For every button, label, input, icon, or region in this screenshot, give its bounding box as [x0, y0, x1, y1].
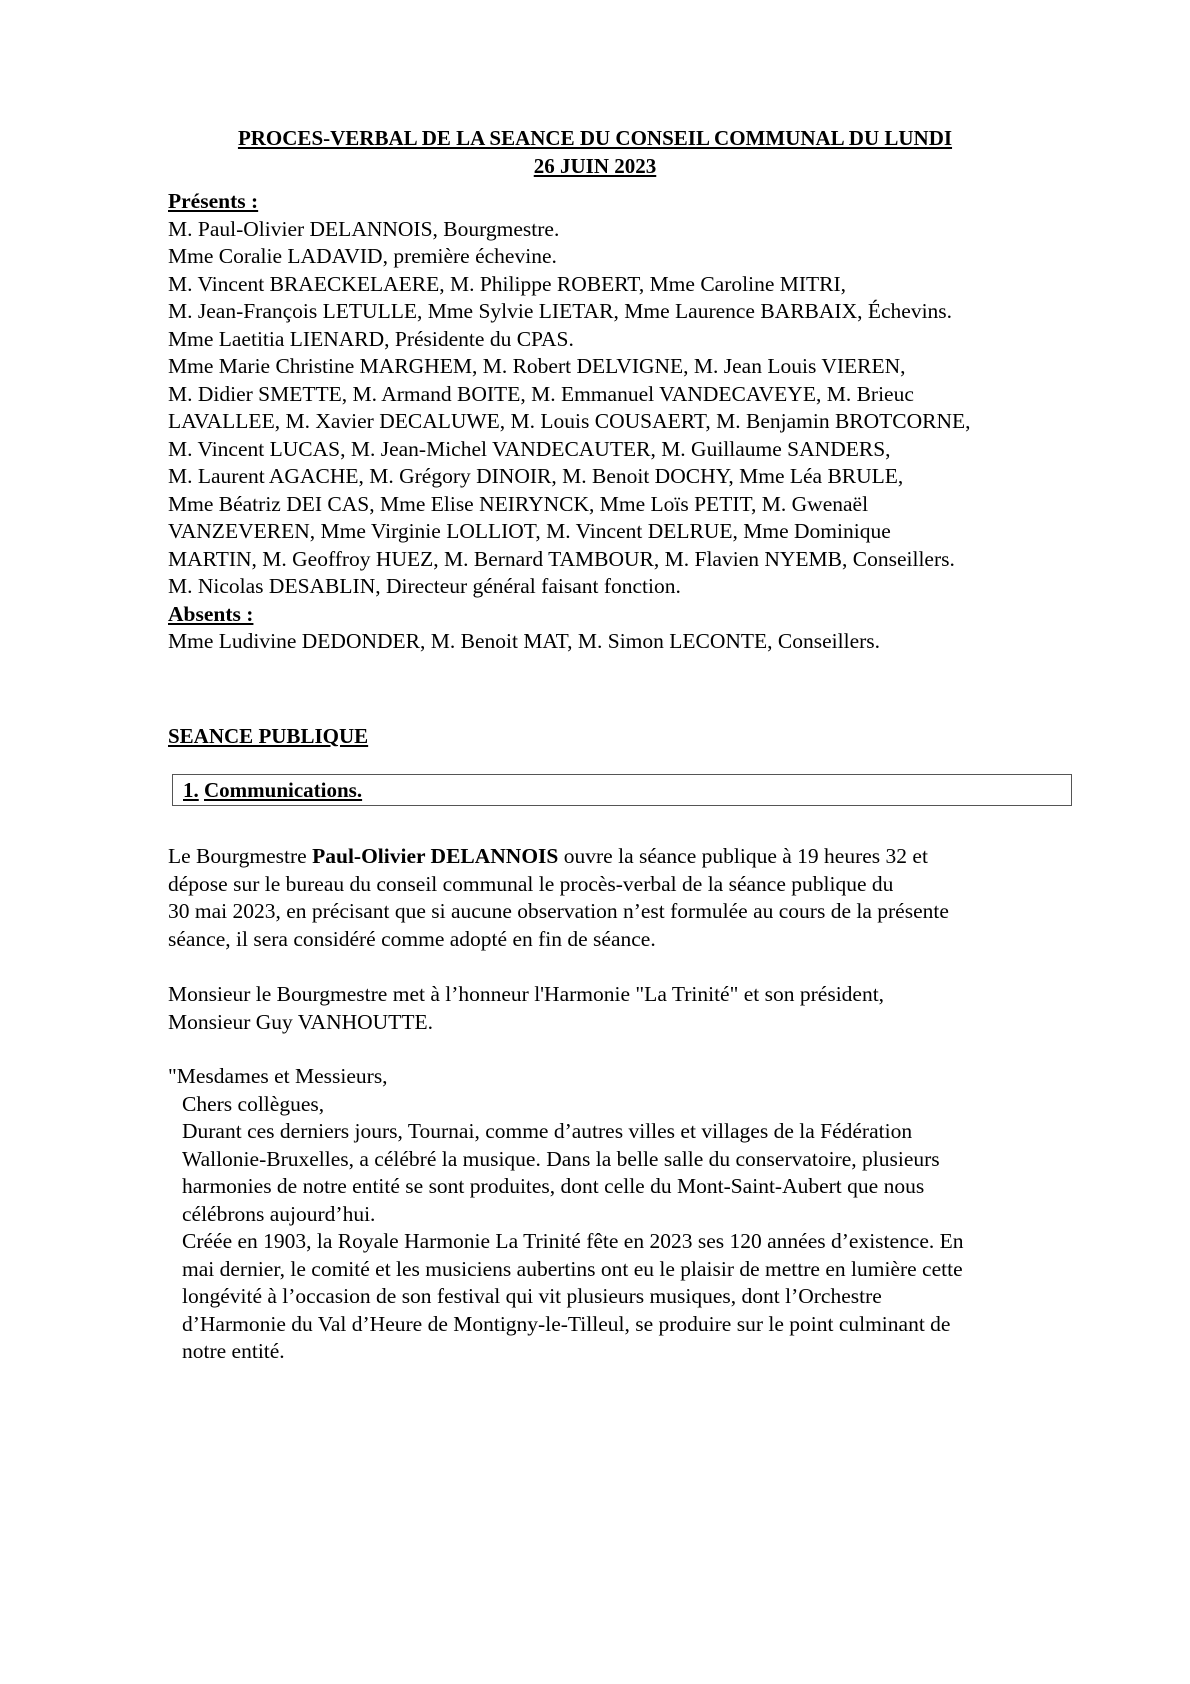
presents-line: M. Nicolas DESABLIN, Directeur général faisant fonction.: [168, 574, 681, 598]
paragraph-line: séance, il sera considéré comme adopté en fin de séance.: [168, 926, 656, 951]
agenda-item-title: [183, 777, 362, 804]
attendance-section: [168, 188, 1128, 656]
presents-line: M. Vincent LUCAS, M. Jean-Michel VANDECAUTER, M. Guillaume SANDERS,: [168, 436, 891, 461]
presents-line: M. Jean-François LETULLE, Mme Sylvie LIETAR, Mme Laurence BARBAIX, Échevins.: [168, 299, 953, 323]
agenda-item-number: 1.: [183, 778, 199, 802]
paragraph-line: 30 mai 2023, en précisant que si aucune observation n’est formulée au cours de la présente: [168, 899, 949, 923]
paragraph-line: Monsieur Guy VANHOUTTE.: [168, 1009, 433, 1034]
presents-line: M. Didier SMETTE, M. Armand BOITE, M. Emmanuel VANDECAVEYE, M. Brieuc: [168, 381, 914, 406]
bourgmestre-name: Paul-Olivier DELANNOIS: [312, 844, 559, 868]
agenda-item-box: [172, 774, 1072, 806]
speech-line: notre entité.: [182, 1339, 285, 1363]
presents-label: Présents :: [168, 189, 259, 213]
paragraph-line: dépose sur le bureau du conseil communal le procès-verbal de la séance publique du: [168, 871, 894, 896]
paragraph-opening: [168, 843, 1128, 953]
speech-line: Chers collègues,: [182, 1091, 325, 1116]
document-title: [120, 124, 1070, 180]
presents-line: LAVALLEE, M. Xavier DECALUWE, M. Louis COUSAERT, M. Benjamin BROTCORNE,: [168, 409, 971, 433]
presents-line: Mme Laetitia LIENARD, Présidente du CPAS.: [168, 326, 574, 351]
paragraph-suffix: ouvre la séance publique à 19 heures 32 et: [558, 844, 928, 868]
speech-line: harmonies de notre entité se sont produites, dont celle du Mont-Saint-Aubert que nous: [182, 1174, 925, 1198]
speech-line: mai dernier, le comité et les musiciens aubertins ont eu le plaisir de mettre en lumière cette: [182, 1256, 963, 1281]
speech-line: célébrons aujourd’hui.: [182, 1201, 376, 1226]
speech-line: Créée en 1903, la Royale Harmonie La Trinité fête en 2023 ses 120 années d’existence. En: [182, 1229, 964, 1253]
paragraph-prefix: Le Bourgmestre: [168, 844, 313, 868]
paragraph-line: [168, 843, 1128, 871]
title-line-2: 26 JUIN 2023: [533, 154, 657, 178]
speech-section: [168, 1063, 1128, 1366]
speech-line: Durant ces derniers jours, Tournai, comme d’autres villes et villages de la Fédération: [182, 1119, 913, 1143]
presents-line: M. Paul-Olivier DELANNOIS, Bourgmestre.: [168, 216, 560, 241]
section-heading-seance-publique: SEANCE PUBLIQUE: [168, 724, 369, 748]
presents-line: Mme Marie Christine MARGHEM, M. Robert DELVIGNE, M. Jean Louis VIEREN,: [168, 354, 906, 378]
absents-label: Absents :: [168, 601, 254, 626]
absents-line: Mme Ludivine DEDONDER, M. Benoit MAT, M. Simon LECONTE, Conseillers.: [168, 629, 881, 653]
presents-line: VANZEVEREN, Mme Virginie LOLLIOT, M. Vincent DELRUE, Mme Dominique: [168, 519, 891, 543]
agenda-item-label: Communications.: [204, 778, 363, 802]
speech-line: longévité à l’occasion de son festival qui vit plusieurs musiques, dont l’Orchestre: [182, 1284, 882, 1308]
paragraph-line: Monsieur le Bourgmestre met à l’honneur l'Harmonie "La Trinité" et son président,: [168, 982, 885, 1006]
presents-line: M. Laurent AGACHE, M. Grégory DINOIR, M. Benoit DOCHY, Mme Léa BRULE,: [168, 464, 904, 488]
presents-line: Mme Béatriz DEI CAS, Mme Elise NEIRYNCK, Mme Loïs PETIT, M. Gwenaël: [168, 491, 869, 516]
presents-line: MARTIN, M. Geoffroy HUEZ, M. Bernard TAMBOUR, M. Flavien NYEMB, Conseillers.: [168, 546, 955, 571]
presents-line: Mme Coralie LADAVID, première échevine.: [168, 244, 557, 268]
paragraph-honour: [168, 981, 1128, 1036]
presents-line: M. Vincent BRAECKELAERE, M. Philippe ROBERT, Mme Caroline MITRI,: [168, 271, 847, 296]
speech-line: d’Harmonie du Val d’Heure de Montigny-le-Tilleul, se produire sur le point culminant de: [182, 1311, 951, 1336]
title-line-1: PROCES-VERBAL DE LA SEANCE DU CONSEIL COMMUNAL DU LUNDI: [237, 126, 953, 150]
speech-line: Wallonie-Bruxelles, a célébré la musique. Dans la belle salle du conservatoire, plusieurs: [182, 1146, 940, 1171]
speech-opening: "Mesdames et Messieurs,: [168, 1064, 388, 1088]
